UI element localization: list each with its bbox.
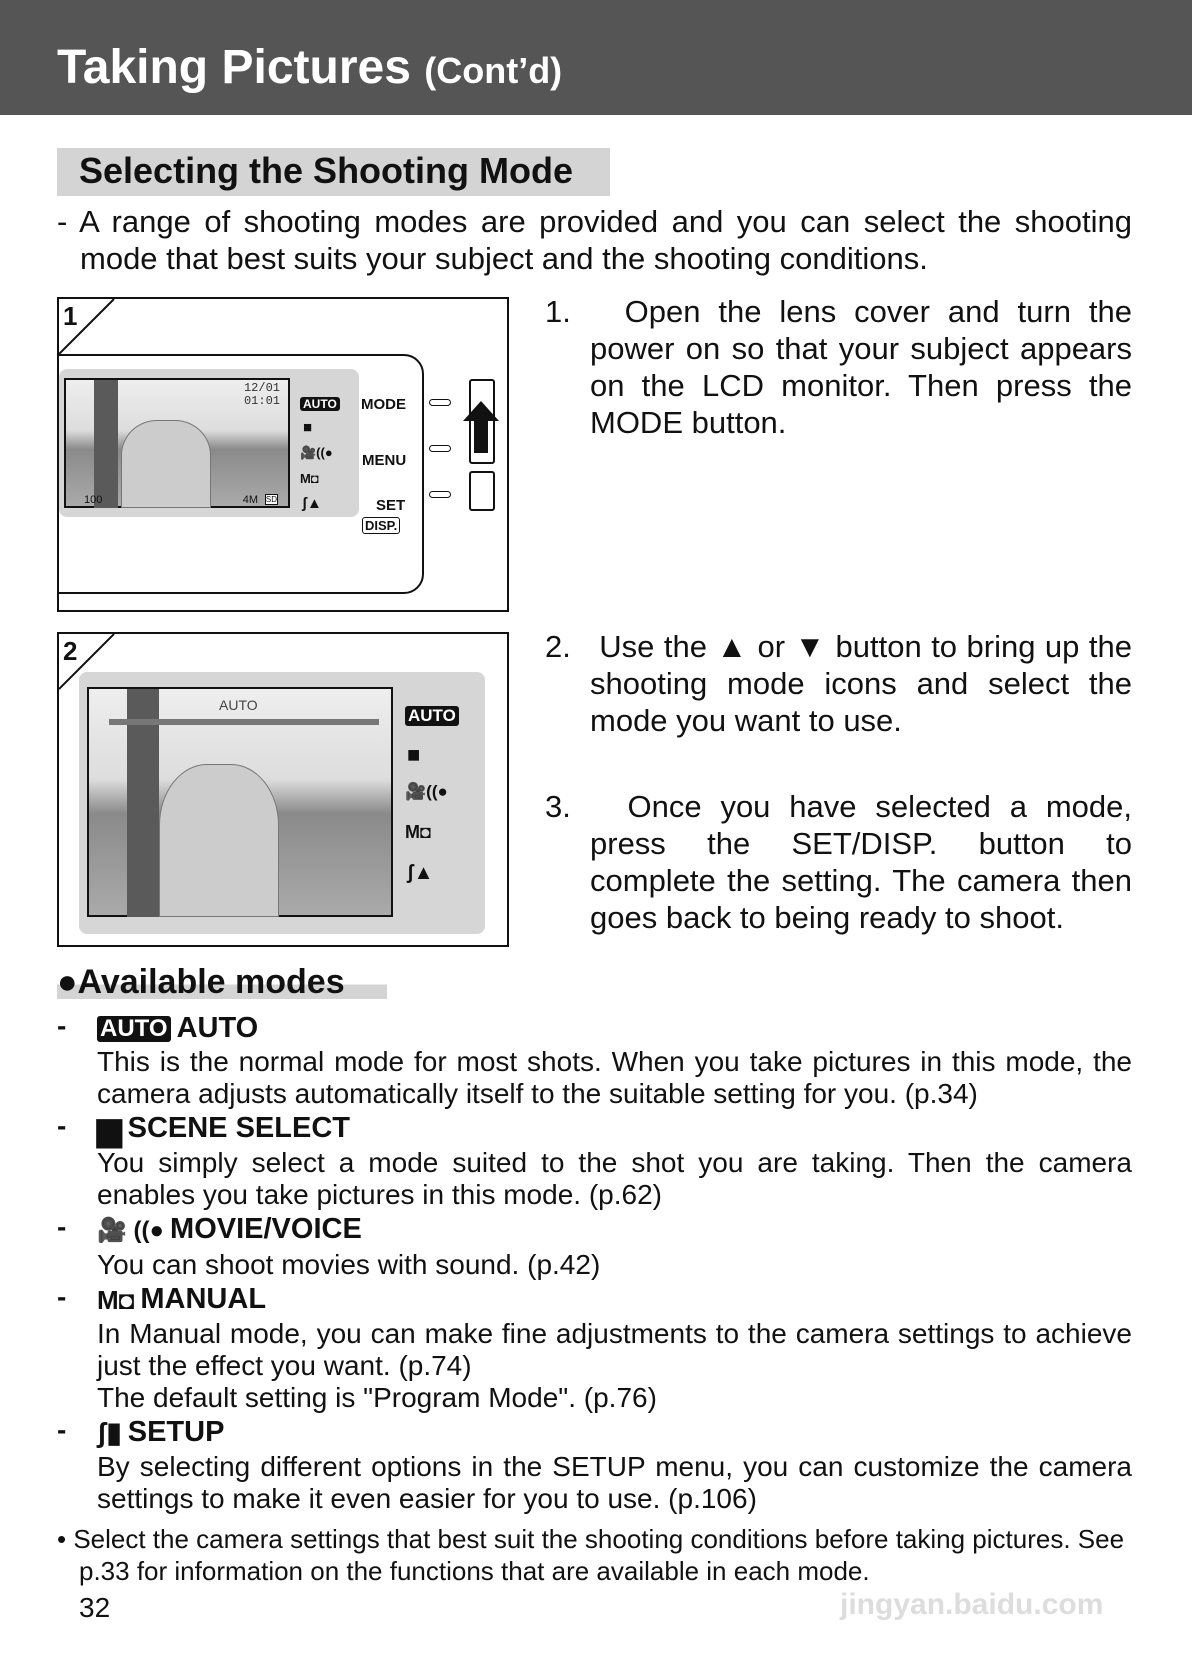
movie-voice-icon: 🎥 ((● bbox=[97, 1216, 165, 1244]
page-title bbox=[57, 40, 562, 95]
movie-voice-icon: 🎥((● bbox=[405, 782, 448, 801]
set-disp-button[interactable] bbox=[429, 491, 451, 498]
manual-icon: M◘ bbox=[300, 471, 319, 486]
arrow-up-icon bbox=[461, 401, 501, 456]
lcd-photo bbox=[64, 378, 290, 508]
list-dash: - bbox=[57, 1280, 67, 1312]
set-label: SET bbox=[376, 497, 406, 514]
list-dash: - bbox=[57, 1414, 67, 1446]
list-dash: - bbox=[57, 1211, 67, 1243]
mode-desc: By selecting different options in the SETUP menu, you can customize the camera settings to make it even easier for you to use. (p.106) bbox=[97, 1451, 1132, 1515]
figure-2 bbox=[57, 632, 509, 947]
mode-overlay-label: AUTO bbox=[219, 697, 258, 713]
lcd-panel bbox=[79, 672, 485, 934]
mode-manual bbox=[57, 1281, 1132, 1414]
lcd-photo bbox=[87, 687, 393, 917]
mode-button[interactable] bbox=[429, 399, 451, 406]
card-icon: SD bbox=[265, 495, 277, 504]
menu-button[interactable] bbox=[429, 445, 451, 452]
mode-desc: You simply select a mode suited to the shot you are taking. Then the camera enables you take pictures in this mode. (p.62) bbox=[97, 1147, 1132, 1211]
manual-icon: M◘ bbox=[97, 1285, 135, 1316]
list-dash: - bbox=[57, 1010, 67, 1041]
disp-label: DISP. bbox=[362, 517, 400, 534]
title-text: Taking Pictures bbox=[57, 41, 411, 94]
footnote: • Select the camera settings that best suit the shooting conditions before taking pictures. See p.33 for information on the functions that are available in each mode. bbox=[57, 1524, 1125, 1586]
step-3: 3. Once you have selected a mode, press the SET/DISP. button to complete the setting. The camera then goes back to being ready to shoot. bbox=[545, 789, 1132, 935]
setup-icon: ʃ▲ bbox=[407, 862, 434, 884]
mode-scene-select bbox=[57, 1110, 1132, 1211]
mode-name-row bbox=[97, 1211, 1132, 1248]
mode-name: AUTO bbox=[176, 1012, 259, 1044]
intro-text: - A range of shooting modes are provided and you can select the shooting mode that best suits your subject and the shooting conditions. bbox=[57, 204, 1132, 276]
mode-name: MANUAL bbox=[140, 1282, 267, 1315]
manual-icon: M◘ bbox=[405, 822, 431, 842]
folder-number: 100 bbox=[84, 494, 103, 506]
step-1: 1. Open the lens cover and turn the power on so that your subject appears on the LCD monitor. Then press the MODE button. bbox=[545, 294, 1132, 440]
scene-icon: ■ bbox=[407, 742, 421, 767]
auto-icon: AUTO bbox=[405, 706, 459, 726]
bullet-icon: ● bbox=[57, 963, 78, 1001]
step-2: 2. Use the ▲ or ▼ button to bring up the shooting mode icons and select the mode you want to use. bbox=[545, 629, 1132, 738]
menu-label: MENU bbox=[362, 452, 407, 469]
movie-voice-icon: 🎥((● bbox=[300, 445, 333, 460]
lower-button[interactable] bbox=[469, 471, 495, 511]
scene-icon: ▆ bbox=[97, 1111, 122, 1148]
manual-m: M bbox=[300, 471, 311, 486]
title-subtitle: (Cont’d) bbox=[424, 50, 563, 91]
list-dash: - bbox=[57, 1110, 67, 1141]
figure-number: 2 bbox=[63, 636, 78, 666]
tree-trunk bbox=[94, 380, 118, 508]
available-modes-heading bbox=[57, 963, 387, 999]
auto-icon: AUTO bbox=[300, 397, 340, 411]
scene-icon: ■ bbox=[303, 419, 313, 436]
mode-auto bbox=[57, 1010, 1132, 1110]
page-header bbox=[0, 0, 1192, 115]
mode-setup bbox=[57, 1414, 1132, 1515]
person-figure bbox=[121, 420, 211, 508]
setup-icon: ʃ▮ bbox=[97, 1417, 122, 1449]
mode-name-row bbox=[97, 1010, 1132, 1046]
manual-m: M bbox=[97, 1285, 119, 1316]
mode-name-row bbox=[97, 1110, 1132, 1147]
image-size: 4M bbox=[242, 494, 258, 506]
setup-icon: ʃ▲ bbox=[302, 495, 322, 512]
mode-desc-default: The default setting is "Program Mode". (p.76) bbox=[97, 1382, 657, 1414]
modes-list bbox=[57, 1010, 1132, 1515]
page-number: 32 bbox=[79, 1592, 111, 1623]
mode-name: SCENE SELECT bbox=[127, 1112, 350, 1144]
person-figure bbox=[159, 764, 279, 917]
lcd-datetime bbox=[244, 382, 280, 408]
date: 12/01 bbox=[243, 381, 280, 395]
mode-name: SETUP bbox=[127, 1416, 225, 1449]
auto-icon: AUTO bbox=[97, 1016, 171, 1042]
mode-label: MODE bbox=[361, 396, 406, 413]
time: 01:01 bbox=[243, 394, 280, 408]
mode-desc: You can shoot movies with sound. (p.42) bbox=[97, 1248, 601, 1280]
figure-1 bbox=[57, 297, 509, 612]
lcd-panel bbox=[59, 369, 359, 517]
mode-desc: This is the normal mode for most shots. When you take pictures in this mode, the camera adjusts automatically itself to the suitable setting for you. (p.34) bbox=[97, 1046, 1132, 1109]
heading-text: Available modes bbox=[77, 963, 345, 1001]
figure-number: 1 bbox=[63, 301, 78, 331]
watermark: jingyan.baidu.com bbox=[840, 1588, 1104, 1621]
mode-name-row bbox=[97, 1281, 1132, 1318]
mode-selector-bar bbox=[109, 719, 379, 725]
mode-name-row bbox=[97, 1414, 1132, 1451]
mode-movie-voice bbox=[57, 1211, 1132, 1280]
section-heading: Selecting the Shooting Mode bbox=[57, 148, 610, 196]
manual-m: M bbox=[405, 822, 420, 842]
mode-name: MOVIE/VOICE bbox=[170, 1213, 362, 1246]
mode-desc: In Manual mode, you can make fine adjustments to the camera settings to achieve just the effect you want. (p.74) bbox=[97, 1318, 1132, 1382]
